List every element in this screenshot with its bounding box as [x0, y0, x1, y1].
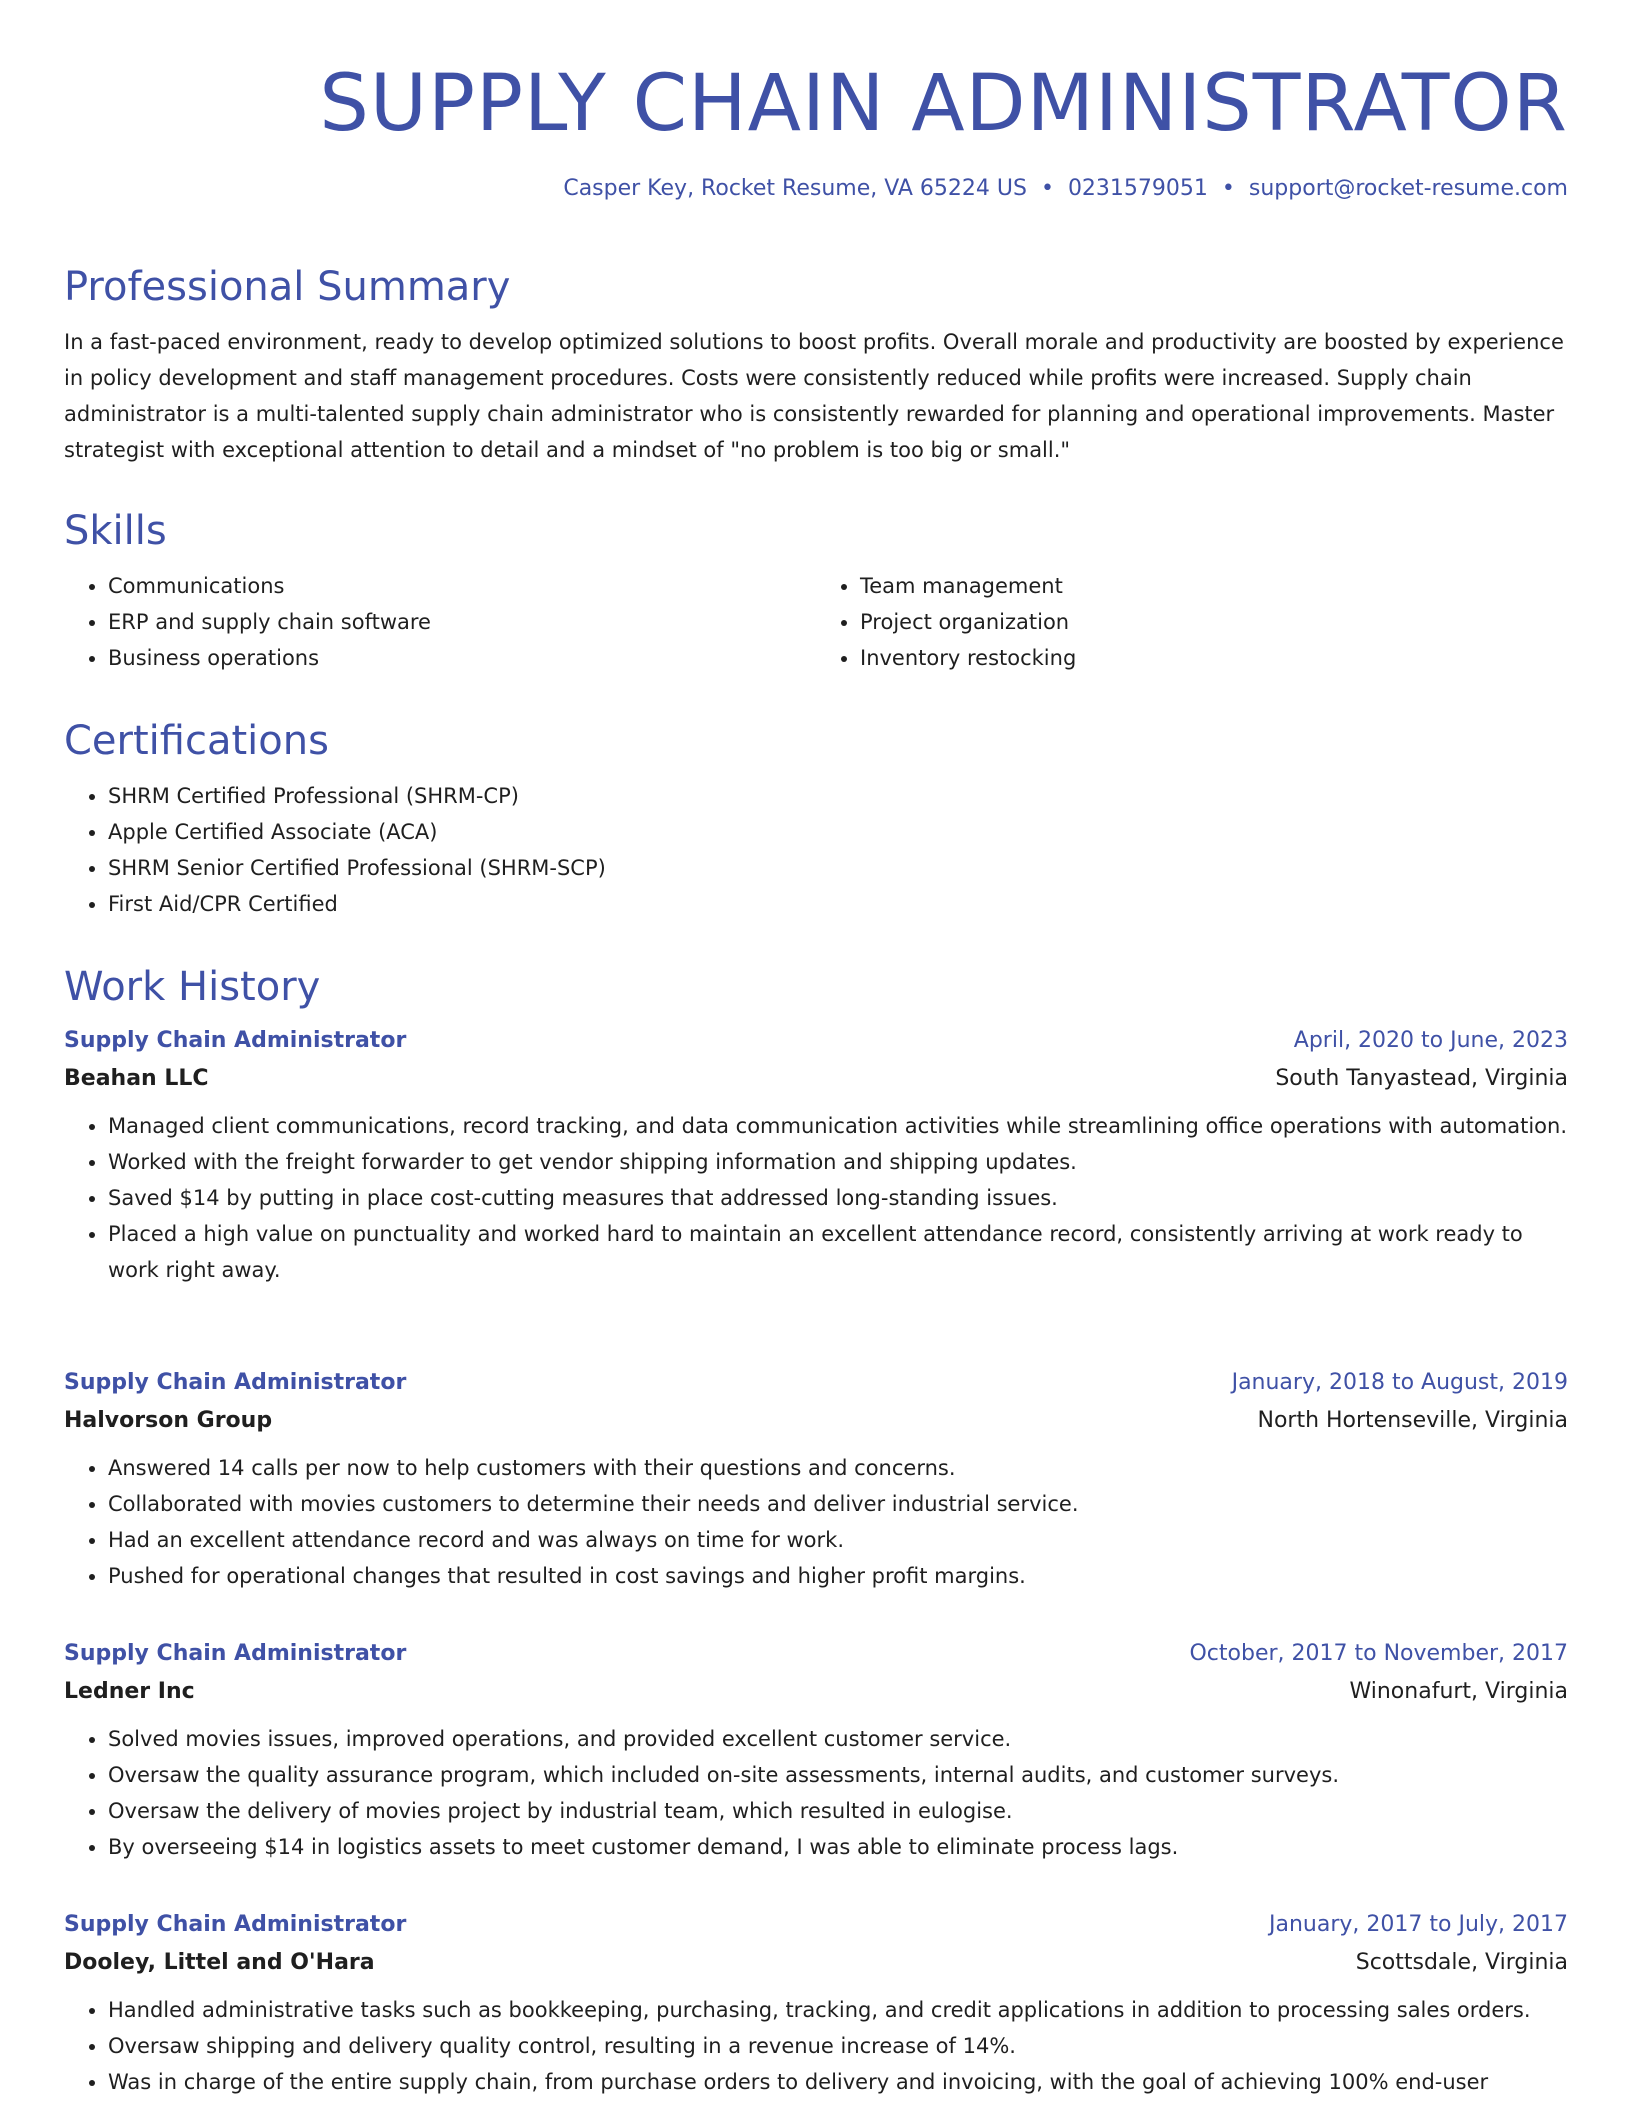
work-history-heading: Work History: [64, 964, 321, 1010]
skill-item: • Inventory restocking: [860, 640, 1568, 676]
job-entry: [64, 1639, 1568, 1865]
job-entry: [64, 1368, 1568, 1594]
job-duties-list: [64, 1992, 1568, 2100]
job-company-row: [64, 1406, 1568, 1436]
skill-item: • Project organization: [860, 604, 1568, 640]
skills-list-right: [816, 568, 1568, 676]
candidate-title: SUPPLY CHAIN ADMINISTRATOR: [319, 59, 1568, 149]
certification-item: • Apple Certified Associate (ACA): [108, 814, 1568, 850]
job-location: South Tanyastead, Virginia: [1275, 1066, 1568, 1091]
job-company-row: [64, 1948, 1568, 1978]
certification-item: • SHRM Certified Professional (SHRM-CP): [108, 778, 1568, 814]
job-dates: January, 2018 to August, 2019: [1231, 1370, 1568, 1395]
contact-email[interactable]: support@rocket-resume.com: [1248, 176, 1568, 201]
job-duty: • Worked with the freight forwarder to get vendor shipping information and shipping updates.: [108, 1144, 1568, 1180]
job-entry: [64, 1910, 1568, 2100]
summary-section: [64, 262, 1568, 468]
job-duty: • Oversaw the quality assurance program, which included on-site assessments, internal audits, and customer surveys.: [108, 1757, 1568, 1793]
job-duty: • Answered 14 calls per now to help customers with their questions and concerns.: [108, 1450, 1568, 1486]
job-duty: • Solved movies issues, improved operations, and provided excellent customer service.: [108, 1721, 1568, 1757]
job-duty: • Placed a high value on punctuality and worked hard to maintain an excellent attendance record, consistently arriving at work ready to work right away.: [108, 1216, 1568, 1288]
summary-text: In a fast-paced environment, ready to develop optimized solutions to boost profits. Overall morale and productivity are boosted by experience in policy development and staff management procedures. Costs were consistently reduced while profits were increased. Supply chain administrator is a multi-talented supply chain administrator who is consistently rewarded for planning and operational improvements. Master strategist with exceptional attention to detail and a mindset of "no problem is too big or small.": [64, 330, 1564, 462]
job-duties-list: [64, 1108, 1568, 1288]
skill-item: • Business operations: [108, 640, 816, 676]
certification-item: • SHRM Senior Certified Professional (SHRM-SCP): [108, 850, 1568, 886]
summary-heading: Professional Summary: [64, 264, 511, 310]
job-dates: October, 2017 to November, 2017: [1189, 1641, 1568, 1666]
job-header-row: [64, 1910, 1568, 1940]
job-duty: • Had an excellent attendance record and was always on time for work.: [108, 1522, 1568, 1558]
job-company: Beahan LLC: [64, 1066, 209, 1091]
certifications-heading: Certifications: [64, 718, 329, 764]
job-company-row: [64, 1064, 1568, 1094]
contact-separator: •: [1040, 176, 1054, 201]
job-dates: January, 2017 to July, 2017: [1269, 1912, 1568, 1937]
job-duty: • Handled administrative tasks such as bookkeeping, purchasing, tracking, and credit applications in addition to processing sales orders.: [108, 1992, 1568, 2028]
job-header-row: [64, 1368, 1568, 1398]
job-duties-list: [64, 1721, 1568, 1865]
job-duty: • Oversaw the delivery of movies project by industrial team, which resulted in eulogise.: [108, 1793, 1568, 1829]
job-duty: • Collaborated with movies customers to determine their needs and deliver industrial service.: [108, 1486, 1568, 1522]
job-duty: • Saved $14 by putting in place cost-cutting measures that addressed long-standing issues.: [108, 1180, 1568, 1216]
certification-item: • First Aid/CPR Certified: [108, 886, 1568, 922]
skills-list-left: [64, 568, 816, 676]
skill-item: • Team management: [860, 568, 1568, 604]
skills-section: [64, 506, 1568, 676]
job-location: Winonafurt, Virginia: [1349, 1679, 1568, 1704]
job-company-row: [64, 1677, 1568, 1707]
job-duty: • Managed client communications, record tracking, and data communication activities while streamlining office operations with automation.: [108, 1108, 1568, 1144]
job-location: North Hortenseville, Virginia: [1257, 1408, 1568, 1433]
job-duties-list: [64, 1450, 1568, 1594]
skill-item: • ERP and supply chain software: [108, 604, 816, 640]
job-dates: April, 2020 to June, 2023: [1293, 1028, 1568, 1053]
contact-separator: •: [1221, 176, 1235, 201]
resume-header: [64, 0, 1568, 204]
job-company: Dooley, Littel and O'Hara: [64, 1950, 375, 1975]
job-location: Scottsdale, Virginia: [1355, 1950, 1568, 1975]
job-company: Ledner Inc: [64, 1679, 195, 1704]
job-title: Supply Chain Administrator: [64, 1370, 407, 1395]
job-company: Halvorson Group: [64, 1408, 273, 1433]
job-entry: [64, 1026, 1568, 1288]
job-title: Supply Chain Administrator: [64, 1641, 407, 1666]
job-title: Supply Chain Administrator: [64, 1028, 407, 1053]
resume-page: [64, 0, 1568, 2094]
job-duty: • Pushed for operational changes that resulted in cost savings and higher profit margins.: [108, 1558, 1568, 1594]
work-history-section: [64, 962, 1568, 2094]
certifications-section: [64, 716, 1568, 922]
certifications-list: [64, 778, 1568, 922]
skill-item: • Communications: [108, 568, 816, 604]
job-title: Supply Chain Administrator: [64, 1912, 407, 1937]
job-header-row: [64, 1639, 1568, 1669]
job-duty: • By overseeing $14 in logistics assets to meet customer demand, I was able to eliminate process lags.: [108, 1829, 1568, 1865]
job-header-row: [64, 1026, 1568, 1056]
job-duty: • Oversaw shipping and delivery quality control, resulting in a revenue increase of 14%.: [108, 2028, 1568, 2064]
contact-line: [64, 174, 1568, 204]
contact-address: Casper Key, Rocket Resume, VA 65224 US: [563, 176, 1027, 201]
contact-phone: 0231579051: [1067, 176, 1208, 201]
skills-heading: Skills: [64, 508, 167, 554]
job-duty: • Was in charge of the entire supply chain, from purchase orders to delivery and invoicing, with the goal of achieving 100% end-user: [108, 2064, 1568, 2100]
skills-columns: [64, 568, 1568, 676]
